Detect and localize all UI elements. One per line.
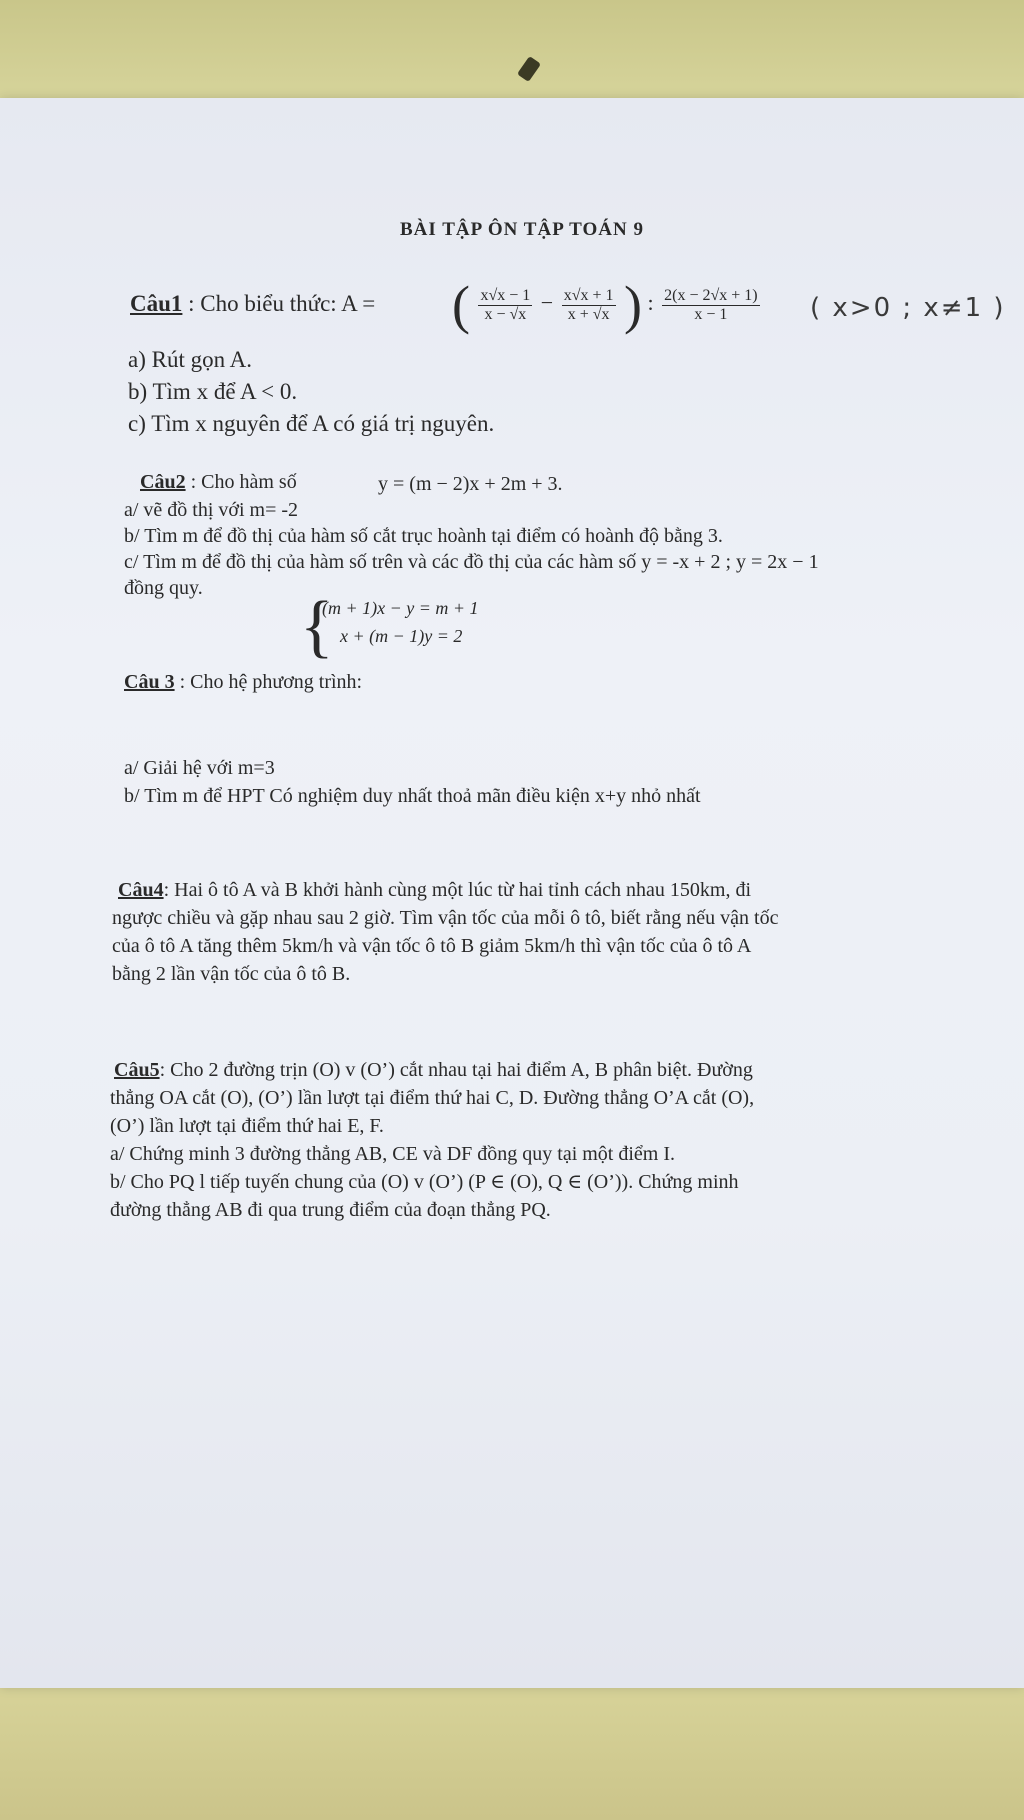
pen-mark [517,56,541,82]
q2-label: Câu2 [140,471,186,493]
q3-heading [124,668,362,696]
q1-fraction-2: $\frac{x√x + 1}{x + √x}$ [563,286,614,323]
q4-line-4: bằng 2 lần vận tốc của ô tô B. [112,963,351,985]
q3-label: Câu 3 [124,671,175,693]
q2-intro: : Cho hàm số [190,471,297,493]
q5-label: Câu5 [114,1059,160,1081]
worksheet-page: BÀI TẬP ÔN TẬP TOÁN 9 Câu1 : Cho biểu thức: A = ( $\frac{x√x - 1}{x - √x}$ − $\frac{x√x + 1}{x + √x}$ ) : $\frac{2(x - 2√x + 1)}{x - 1}$ ( x>0 ; x≠1 ) a) Rút gọn A. b) Tìm x để A < 0. c) Tìm x nguyên để A có giá trị nguyên. Câu2 : Cho hàm số y = (m − 2)x + 2m + 3. a/ vẽ đồ thị với m= -2 b/ Tìm m để đồ thị của hàm số cắt trục hoành tại điểm có hoành độ bằng 3. c/ Tìm m để đồ thị của hàm số trên và các đồ thị của các hàm số y = -x + 2 ; y = 2x − 1 đồng quy. Câu 3 : Cho hệ phương trình: { (m + 1)x − y = m + 1 x + (m − 1)y = 2 a/ Giải hệ với m=3 b/ Tìm m để HPT Có nghiệm duy nhất thoả mãn điều kiện x+y nhỏ nhất Câu4: Hai ô tô A và B khởi hành cùng một lúc từ hai tỉnh cách nhau 150km, đi ngược chiều và gặp nhau sau 2 giờ. Tìm vận tốc của mỗi ô tô, biết rằng nếu vận tốc của ô tô A tăng thêm 5km/h và vận tốc ô tô B giảm 5km/h thì vận tốc của ô tô A bằng 2 lần vận tốc của ô tô B. Câu5: Cho 2 đường trịn (O) v (O’) cắt nhau tại hai điểm A, B phân biệt. Đường thẳng OA cắt (O), (O’) lần lượt tại điểm thứ hai C, D. Đường thẳng O’A cắt (O), (O’) lần lượt tại điểm thứ hai E, F. a/ Chứng minh 3 đường thẳng AB, CE và DF đồng quy tại một điểm I. b/ Cho PQ l tiếp tuyến chung của (O) v (O’) (P ∈ (O), Q ∈ (O’)). Chứng minh đường thẳng AB đi qua trung điểm của đoạn thẳng PQ. [0,98,1024,1688]
q4-label: Câu4 [118,879,164,901]
q2-part-b: b/ Tìm m để đồ thị của hàm số cắt trục hoành tại điểm có hoành độ bằng 3. [124,525,723,547]
q1-fraction-3: $\frac{2(x - 2√x + 1)}{x - 1}$ [664,286,758,323]
q1-handwritten-condition: ( x>0 ; x≠1 ) [810,293,1006,323]
q1-intro: : Cho biểu thức: A = [188,291,376,316]
q1-fraction-1: $\frac{x√x - 1}{x - √x}$ [480,286,531,323]
q2-part-c-cont: đồng quy. [124,577,203,599]
q2-heading [140,468,297,496]
q3-equation-2: x + (m − 1)y = 2 [340,626,463,646]
q5-line-5: b/ Cho PQ l tiếp tuyến chung của (O) v (O’) (P ∈ (O), Q ∈ (O’)). Chứng minh [110,1171,739,1193]
q2-part-a: a/ vẽ đồ thị với m= -2 [124,499,299,521]
q5-line-6: đường thẳng AB đi qua trung điểm của đoạn thẳng PQ. [110,1199,551,1221]
q1-label: Câu1 [130,291,183,316]
q3-equation-1: (m + 1)x − y = m + 1 [322,598,479,618]
q5-line-2: thẳng OA cắt (O), (O’) lần lượt tại điểm thứ hai C, D. Đường thẳng O’A cắt (O), [110,1087,755,1109]
q3-part-a: a/ Giải hệ với m=3 [124,757,275,779]
q5-line-4: a/ Chứng minh 3 đường thẳng AB, CE và DF đồng quy tại một điểm I. [110,1143,676,1165]
q1-expression: ( $\frac{x√x - 1}{x - √x}$ − $\frac{x√x + 1}{x + √x}$ ) : $\frac{2(x - 2√x + 1)}{x - 1}$ [452,275,758,335]
q5-line-3: (O’) lần lượt tại điểm thứ hai E, F. [110,1115,384,1137]
page-title: BÀI TẬP ÔN TẬP TOÁN 9 [400,219,644,240]
q1-part-a: a) Rút gọn A. [128,347,252,372]
q4-line-2: ngược chiều và gặp nhau sau 2 giờ. Tìm vận tốc của mỗi ô tô, biết rằng nếu vận tốc [112,907,779,929]
q4-line-1: Câu4: Hai ô tô A và B khởi hành cùng một lúc từ hai tỉnh cách nhau 150km, đi [118,879,752,901]
q1-part-c: c) Tìm x nguyên để A có giá trị nguyên. [128,411,495,436]
q2-function: y = (m − 2)x + 2m + 3. [378,473,563,495]
q3-part-b: b/ Tìm m để HPT Có nghiệm duy nhất thoả mãn điều kiện x+y nhỏ nhất [124,785,701,807]
q3-intro: : Cho hệ phương trình: [179,671,363,693]
q4-line-3: của ô tô A tăng thêm 5km/h và vận tốc ô tô B giảm 5km/h thì vận tốc của ô tô A [112,935,752,957]
q2-part-c: c/ Tìm m để đồ thị của hàm số trên và các đồ thị của các hàm số y = -x + 2 ; y = 2x − 1 [124,551,819,573]
q1-part-b: b) Tìm x để A < 0. [128,379,298,404]
q5-line-1: Câu5: Cho 2 đường trịn (O) v (O’) cắt nhau tại hai điểm A, B phân biệt. Đường [114,1059,753,1081]
q1-heading [130,290,375,318]
